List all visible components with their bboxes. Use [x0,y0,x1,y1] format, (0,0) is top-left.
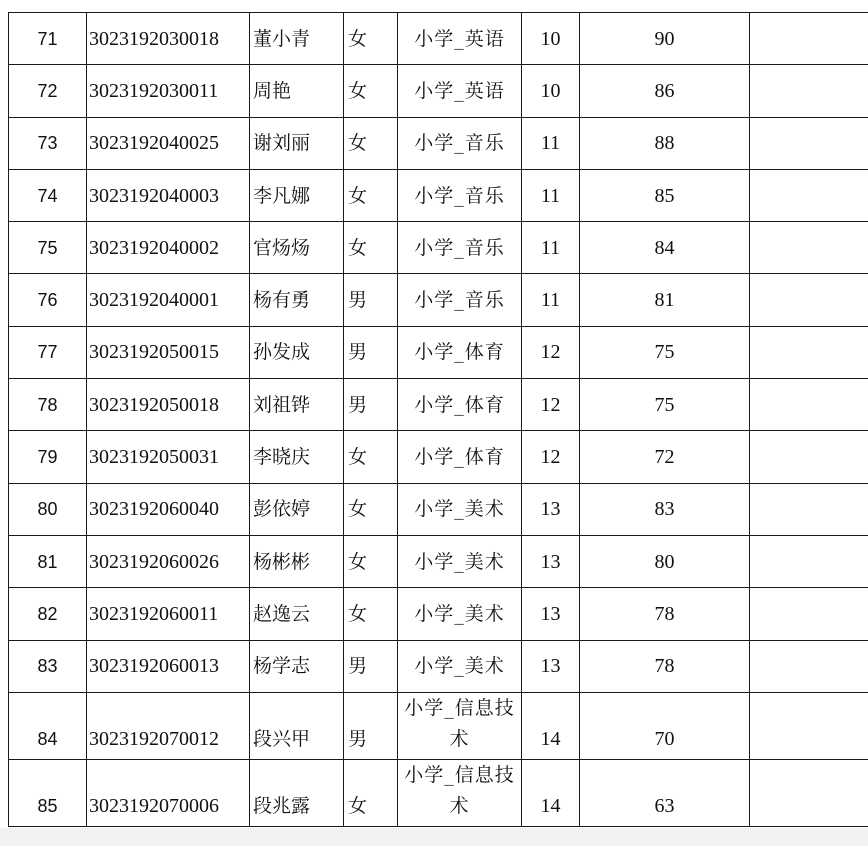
score: 70 [580,692,750,759]
group-code: 13 [522,640,580,692]
score: 75 [580,379,750,431]
candidate-sex: 女 [344,117,398,169]
candidate-name: 彭依婷 [250,483,344,535]
candidate-id: 3023192050031 [87,431,250,483]
group-code: 11 [522,222,580,274]
table-row [9,274,868,326]
candidate-id: 3023192060013 [87,640,250,692]
row-number: 82 [9,588,87,640]
remark [750,379,868,431]
row-number: 84 [9,692,87,759]
subject: 小学_英语 [398,65,522,117]
score: 75 [580,326,750,378]
candidate-sex: 男 [344,326,398,378]
remark [750,535,868,587]
candidate-id: 3023192040025 [87,117,250,169]
subject: 小学_音乐 [398,117,522,169]
results-table [8,12,868,827]
remark [750,326,868,378]
candidate-name: 李凡娜 [250,169,344,221]
remark [750,169,868,221]
candidate-name: 李晓庆 [250,431,344,483]
candidate-sex: 女 [344,65,398,117]
candidate-sex: 男 [344,379,398,431]
candidate-id: 3023192040003 [87,169,250,221]
table-row [9,640,868,692]
candidate-sex: 女 [344,13,398,65]
group-code: 10 [522,65,580,117]
page-bottom-margin [0,828,868,846]
subject: 小学_美术 [398,483,522,535]
table-row [9,535,868,587]
candidate-name: 董小青 [250,13,344,65]
table-row [9,379,868,431]
group-code: 11 [522,274,580,326]
candidate-name: 杨有勇 [250,274,344,326]
candidate-name: 周艳 [250,65,344,117]
row-number: 85 [9,759,87,826]
group-code: 12 [522,379,580,431]
group-code: 13 [522,588,580,640]
row-number: 79 [9,431,87,483]
table-row [9,169,868,221]
group-code: 14 [522,692,580,759]
row-number: 78 [9,379,87,431]
subject: 小学_信息技术 [398,692,522,759]
subject: 小学_音乐 [398,169,522,221]
subject: 小学_美术 [398,640,522,692]
candidate-name: 段兆露 [250,759,344,826]
row-number: 72 [9,65,87,117]
group-code: 11 [522,117,580,169]
subject: 小学_体育 [398,431,522,483]
row-number: 80 [9,483,87,535]
group-code: 13 [522,535,580,587]
candidate-name: 杨彬彬 [250,535,344,587]
score: 85 [580,169,750,221]
candidate-sex: 女 [344,535,398,587]
candidate-id: 3023192060011 [87,588,250,640]
candidate-sex: 女 [344,759,398,826]
group-code: 12 [522,326,580,378]
remark [750,640,868,692]
candidate-sex: 女 [344,483,398,535]
candidate-sex: 女 [344,588,398,640]
table-row [9,222,868,274]
subject: 小学_信息技术 [398,759,522,826]
table-row [9,692,868,759]
score: 78 [580,640,750,692]
group-code: 13 [522,483,580,535]
score: 72 [580,431,750,483]
subject: 小学_美术 [398,535,522,587]
remark [750,65,868,117]
remark [750,588,868,640]
candidate-id: 3023192070006 [87,759,250,826]
candidate-sex: 男 [344,640,398,692]
remark [750,274,868,326]
group-code: 11 [522,169,580,221]
candidate-sex: 男 [344,692,398,759]
candidate-name: 孙发成 [250,326,344,378]
remark [750,431,868,483]
score: 83 [580,483,750,535]
candidate-name: 段兴甲 [250,692,344,759]
remark [750,222,868,274]
candidate-name: 刘祖铧 [250,379,344,431]
row-number: 73 [9,117,87,169]
table-row [9,13,868,65]
candidate-id: 3023192030011 [87,65,250,117]
candidate-id: 3023192060026 [87,535,250,587]
remark [750,13,868,65]
row-number: 75 [9,222,87,274]
candidate-id: 3023192050015 [87,326,250,378]
group-code: 12 [522,431,580,483]
table-row [9,588,868,640]
score: 84 [580,222,750,274]
subject: 小学_音乐 [398,222,522,274]
score: 63 [580,759,750,826]
score: 78 [580,588,750,640]
candidate-name: 谢刘丽 [250,117,344,169]
table-row [9,483,868,535]
candidate-name: 杨学志 [250,640,344,692]
subject: 小学_英语 [398,13,522,65]
table-row [9,117,868,169]
remark [750,759,868,826]
subject: 小学_体育 [398,379,522,431]
remark [750,117,868,169]
score: 81 [580,274,750,326]
group-code: 14 [522,759,580,826]
score: 90 [580,13,750,65]
row-number: 83 [9,640,87,692]
table-row [9,759,868,826]
score: 86 [580,65,750,117]
candidate-sex: 女 [344,169,398,221]
subject: 小学_音乐 [398,274,522,326]
row-number: 71 [9,13,87,65]
table-row [9,65,868,117]
candidate-id: 3023192070012 [87,692,250,759]
score: 88 [580,117,750,169]
score: 80 [580,535,750,587]
remark [750,483,868,535]
table-row [9,326,868,378]
candidate-id: 3023192060040 [87,483,250,535]
row-number: 76 [9,274,87,326]
table-row [9,431,868,483]
remark [750,692,868,759]
candidate-sex: 男 [344,274,398,326]
candidate-name: 官炀炀 [250,222,344,274]
row-number: 81 [9,535,87,587]
candidate-sex: 女 [344,222,398,274]
candidate-id: 3023192040002 [87,222,250,274]
candidate-id: 3023192030018 [87,13,250,65]
row-number: 74 [9,169,87,221]
candidate-id: 3023192040001 [87,274,250,326]
candidate-sex: 女 [344,431,398,483]
candidate-id: 3023192050018 [87,379,250,431]
subject: 小学_美术 [398,588,522,640]
group-code: 10 [522,13,580,65]
row-number: 77 [9,326,87,378]
subject: 小学_体育 [398,326,522,378]
candidate-name: 赵逸云 [250,588,344,640]
